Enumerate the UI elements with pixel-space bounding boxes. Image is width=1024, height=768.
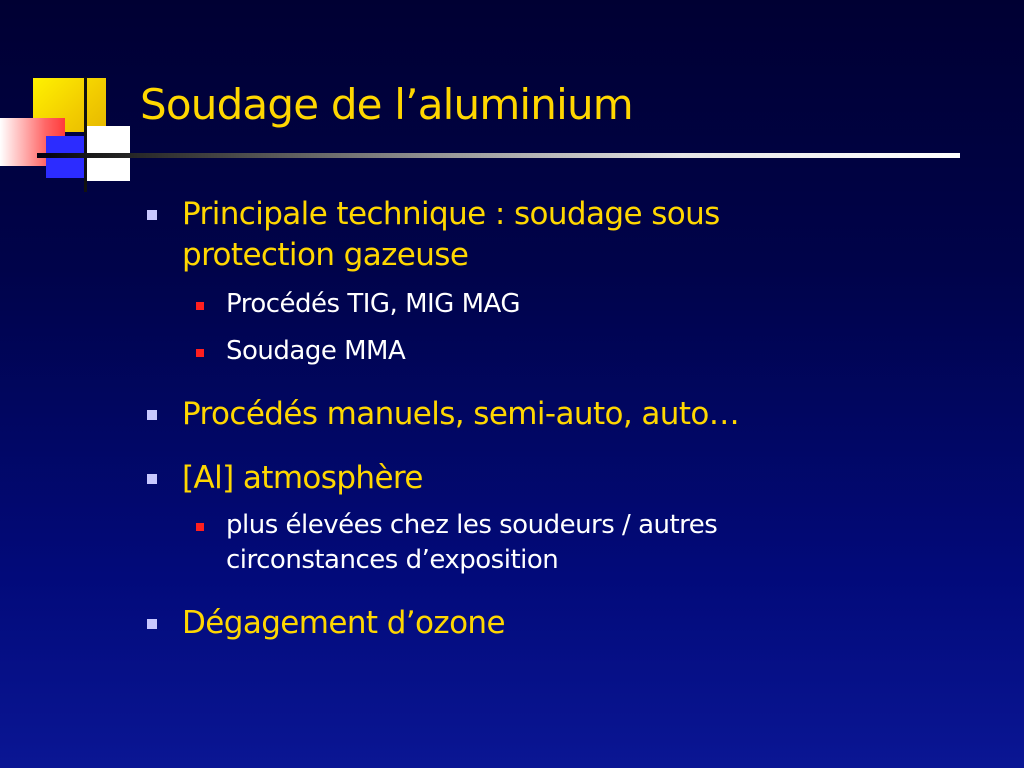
sub-bullet-1-2-text: Soudage MMA <box>226 336 406 366</box>
sub-bullet-1-1-text: Procédés TIG, MIG MAG <box>226 289 520 319</box>
sub-bullet-3-1 <box>226 508 717 578</box>
square-bullet-icon <box>147 619 157 629</box>
slide-title: Soudage de l’aluminium <box>140 80 633 129</box>
sub-bullet-1-1 <box>226 287 520 322</box>
bullet-item-1-line2: protection gazeuse <box>182 237 469 273</box>
square-bullet-icon <box>196 302 204 310</box>
sub-bullet-3-1-line2: circonstances d’exposition <box>226 545 559 575</box>
bullet-item-2 <box>182 394 739 435</box>
square-bullet-icon <box>147 474 157 484</box>
square-bullet-icon <box>196 349 204 357</box>
sub-bullet-3-1-line1: plus élevées chez les soudeurs / autres <box>226 510 718 540</box>
bullet-item-3-text: [Al] atmosphère <box>182 460 423 496</box>
square-bullet-icon <box>147 410 157 420</box>
bullet-item-4-text: Dégagement d’ozone <box>182 605 505 641</box>
square-bullet-icon <box>147 210 157 220</box>
bullet-item-1-line1: Principale technique : soudage sous <box>182 196 720 232</box>
square-bullet-icon <box>196 523 204 531</box>
bullet-item-1 <box>182 194 720 276</box>
sub-bullet-1-2 <box>226 334 405 369</box>
bullet-item-2-text: Procédés manuels, semi-auto, auto… <box>182 396 740 432</box>
bullet-item-4 <box>182 603 505 644</box>
bullet-item-3 <box>182 458 423 499</box>
